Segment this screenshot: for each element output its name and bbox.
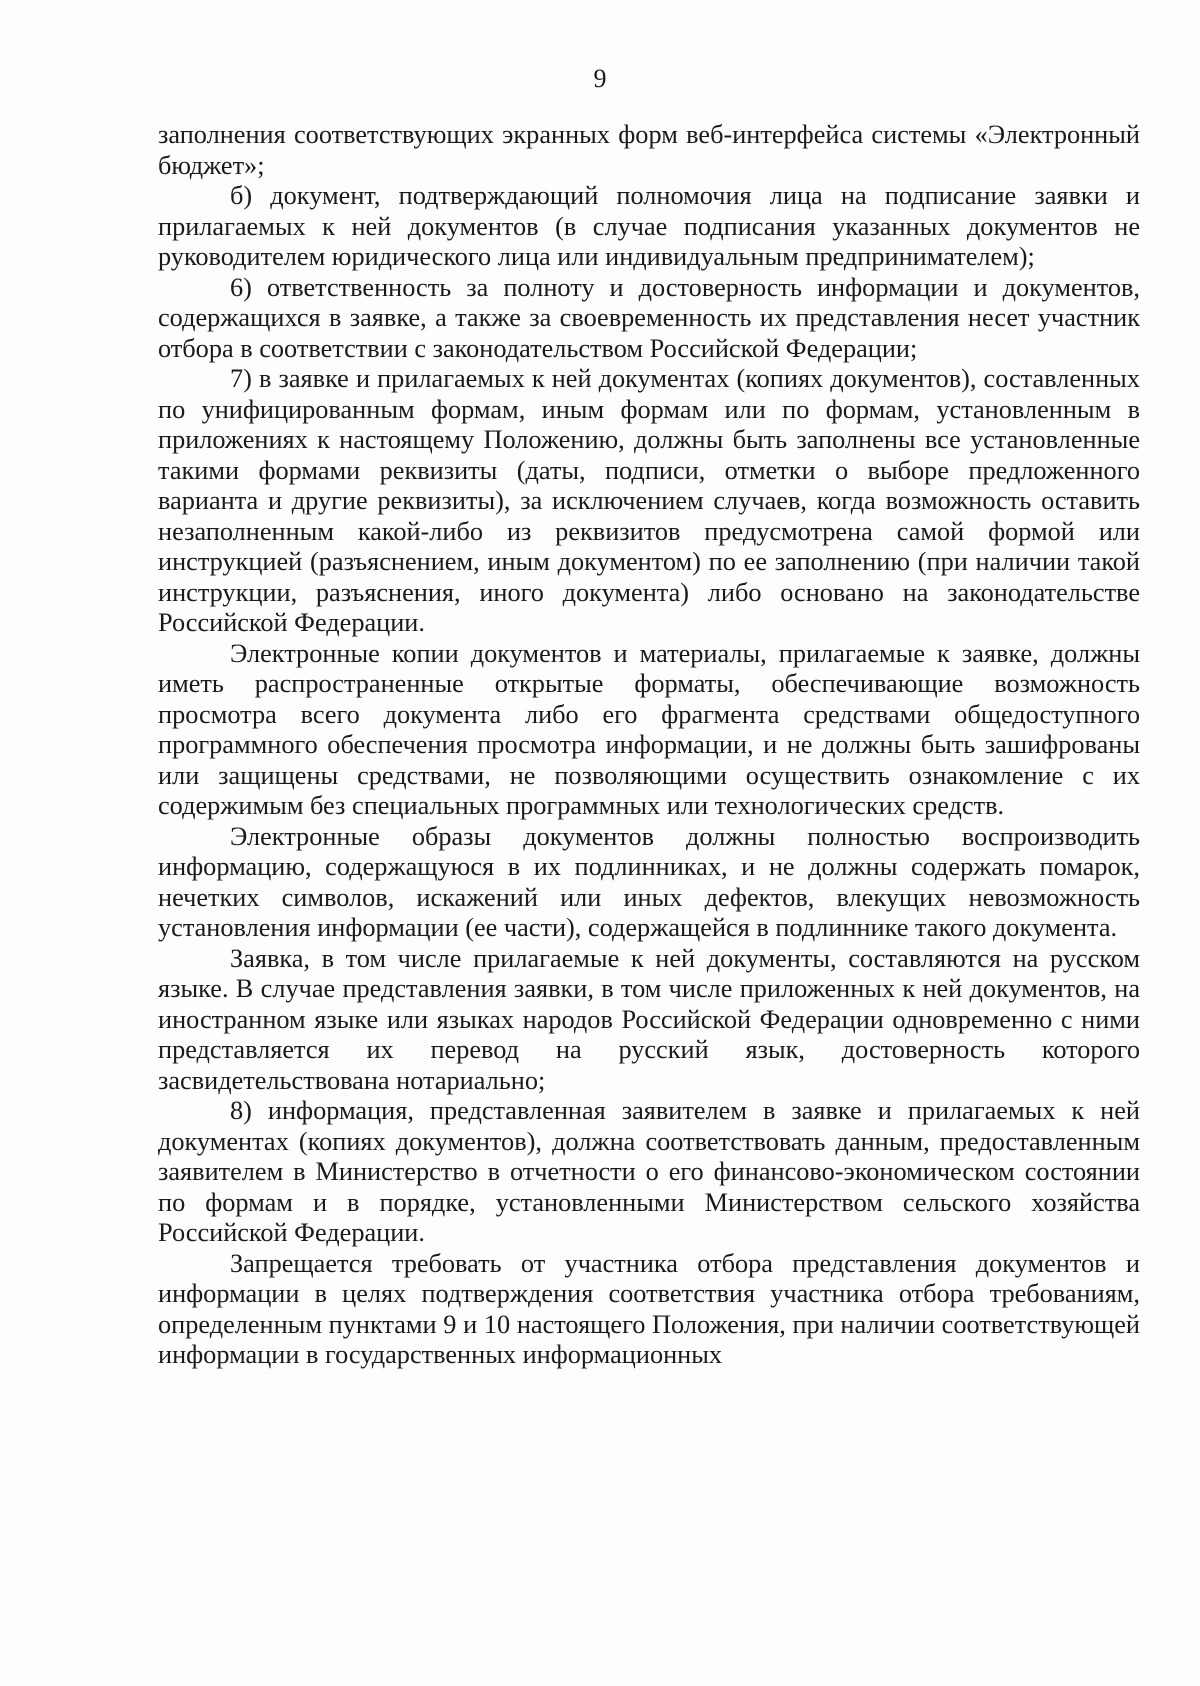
document-body	[158, 120, 1140, 1371]
paragraph-item-b: б) документ, подтверждающий полномочия лица на подписание заявки и прилагаемых к ней документов (в случае подписания указанных документов не руководителем юридического лица или индивидуальным предпринимателем);	[158, 181, 1140, 271]
paragraph-continuation: заполнения соответствующих экранных форм веб-интерфейса системы «Электронный бюджет»;	[158, 120, 1140, 180]
paragraph-item-8: 8) информация, представленная заявителем в заявке и прилагаемых к ней документах (копиях документов), должна соответствовать данным, предоставленным заявителем в Министерство в отчетности о его финансово-экономическом состоянии по формам и в порядке, установленными Министерством сельского хозяйства Российской Федерации.	[158, 1096, 1140, 1247]
paragraph-electronic-copies: Электронные копии документов и материалы, прилагаемые к заявке, должны иметь распространенные открытые форматы, обеспечивающие возможность просмотра всего документа либо его фрагмента средствами общедоступного программного обеспечения просмотра информации, и не должны быть зашифрованы или защищены средствами, не позволяющими осуществить ознакомление с их содержимым без специальных программных или технологических средств.	[158, 638, 1140, 820]
page-number: 9	[593, 64, 607, 93]
paragraph-item-6: 6) ответственность за полноту и достоверность информации и документов, содержащихся в заявке, а также за своевременность их представления несет участник отбора в соответствии с законодательством Российской Федерации;	[158, 272, 1140, 363]
paragraph-prohibition: Запрещается требовать от участника отбора представления документов и информации в целях подтверждения соответствия участника отбора требованиям, определенным пунктами 9 и 10 настоящего Положения, при наличии соответствующей информации в государственных информационных	[158, 1248, 1140, 1369]
paragraph-electronic-images: Электронные образы документов должны полностью воспроизводить информацию, содержащуюся в их подлинниках, и не должны содержать помарок, нечетких символов, искажений или иных дефектов, влекущих невозможность установления информации (ее части), содержащейся в подлиннике такого документа.	[158, 821, 1140, 942]
paragraph-item-7: 7) в заявке и прилагаемых к ней документах (копиях документов), составленных по унифицированным формам, иным формам или по формам, установленным в приложениях к настоящему Положению, должны быть заполнены все установленные такими формами реквизиты (даты, подписи, отметки о выборе предложенного варианта и другие реквизиты), за исключением случаев, когда возможность оставить незаполненным какой-либо из реквизитов предусмотрена самой формой или инструкцией (разъяснением, иным документом) по ее заполнению (при наличии такой инструкции, разъяснения, иного документа) либо основано на законодательстве Российской Федерации.	[158, 364, 1140, 637]
paragraph-language: Заявка, в том числе прилагаемые к ней документы, составляются на русском языке. В случае представления заявки, в том числе приложенных к ней документов, на иностранном языке или языках народов Российской Федерации одновременно с ними представляется их перевод на русский язык, достоверность которого засвидетельствована нотариально;	[158, 943, 1140, 1095]
